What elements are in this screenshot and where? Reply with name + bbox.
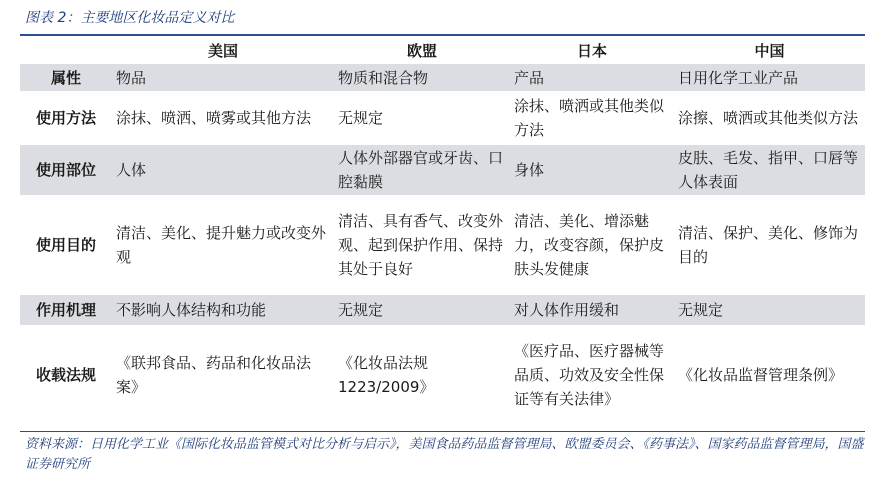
table-cell: 《联邦食品、药品和化妆品法案》 <box>112 326 334 424</box>
table-row <box>20 64 865 92</box>
table-cell: 清洁、保护、美化、修饰为目的 <box>674 196 865 294</box>
table-row <box>20 294 865 326</box>
header-cell-china: 中国 <box>754 42 785 60</box>
row-label: 收载法规 <box>20 326 112 424</box>
row-label: 属性 <box>20 64 112 92</box>
top-rule <box>20 34 865 36</box>
row-label: 使用部位 <box>20 144 112 196</box>
table-cell: 皮肤、毛发、指甲、口唇等人体表面 <box>674 144 865 196</box>
row-label: 作用机理 <box>20 294 112 326</box>
table-cell: 涂抹、喷洒、喷雾或其他方法 <box>112 92 334 144</box>
table-cell: 涂擦、喷洒或其他类似方法 <box>674 92 865 144</box>
table-row <box>20 326 865 424</box>
table-row <box>20 144 865 196</box>
table-cell: 人体外部器官或牙齿、口腔黏膜 <box>334 144 510 196</box>
table-cell: 产品 <box>510 64 674 92</box>
table-cell: 日用化学工业产品 <box>674 64 865 92</box>
header-cell-0 <box>20 38 112 64</box>
table-cell: 《化妆品法规1223/2009》 <box>334 326 510 424</box>
table-cell: 身体 <box>510 144 674 196</box>
table-cell: 无规定 <box>334 294 510 326</box>
table-row <box>20 92 865 144</box>
row-label: 使用目的 <box>20 196 112 294</box>
figure-title: 图表 2：主要地区化妆品定义对比 <box>25 10 235 26</box>
header-cell-japan: 日本 <box>576 42 607 60</box>
table-cell: 清洁、美化、提升魅力或改变外观 <box>112 196 334 294</box>
row-label: 使用方法 <box>20 92 112 144</box>
table-cell: 清洁、具有香气、改变外观、起到保护作用、保持其处于良好 <box>334 196 510 294</box>
table-cell: 无规定 <box>334 92 510 144</box>
source-note: 资料来源：日用化学工业《国际化妆品监管模式对比分析与启示》，美国食品药品监督管理局、欧盟委员会、《药事法》、国家药品监督管理局，国盛证券研究所 <box>25 437 864 472</box>
table-cell: 清洁、美化、增添魅力，改变容颜，保护皮肤头发健康 <box>510 196 674 294</box>
header-row <box>20 38 865 64</box>
table-cell: 人体 <box>112 144 334 196</box>
table-cell: 《化妆品监督管理条例》 <box>674 326 865 424</box>
comparison-table <box>20 38 865 425</box>
table-cell: 涂抹、喷洒或其他类似方法 <box>510 92 674 144</box>
table-row <box>20 196 865 294</box>
table-cell: 对人体作用缓和 <box>510 294 674 326</box>
bottom-rule <box>20 431 865 432</box>
table-cell: 《医疗品、医疗器械等品质、功效及安全性保证等有关法律》 <box>510 326 674 424</box>
table-cell: 无规定 <box>674 294 865 326</box>
table-cell: 物品 <box>112 64 334 92</box>
header-cell-eu: 欧盟 <box>406 42 437 60</box>
table-cell: 物质和混合物 <box>334 64 510 92</box>
table-cell: 不影响人体结构和功能 <box>112 294 334 326</box>
header-cell-usa: 美国 <box>207 42 238 60</box>
